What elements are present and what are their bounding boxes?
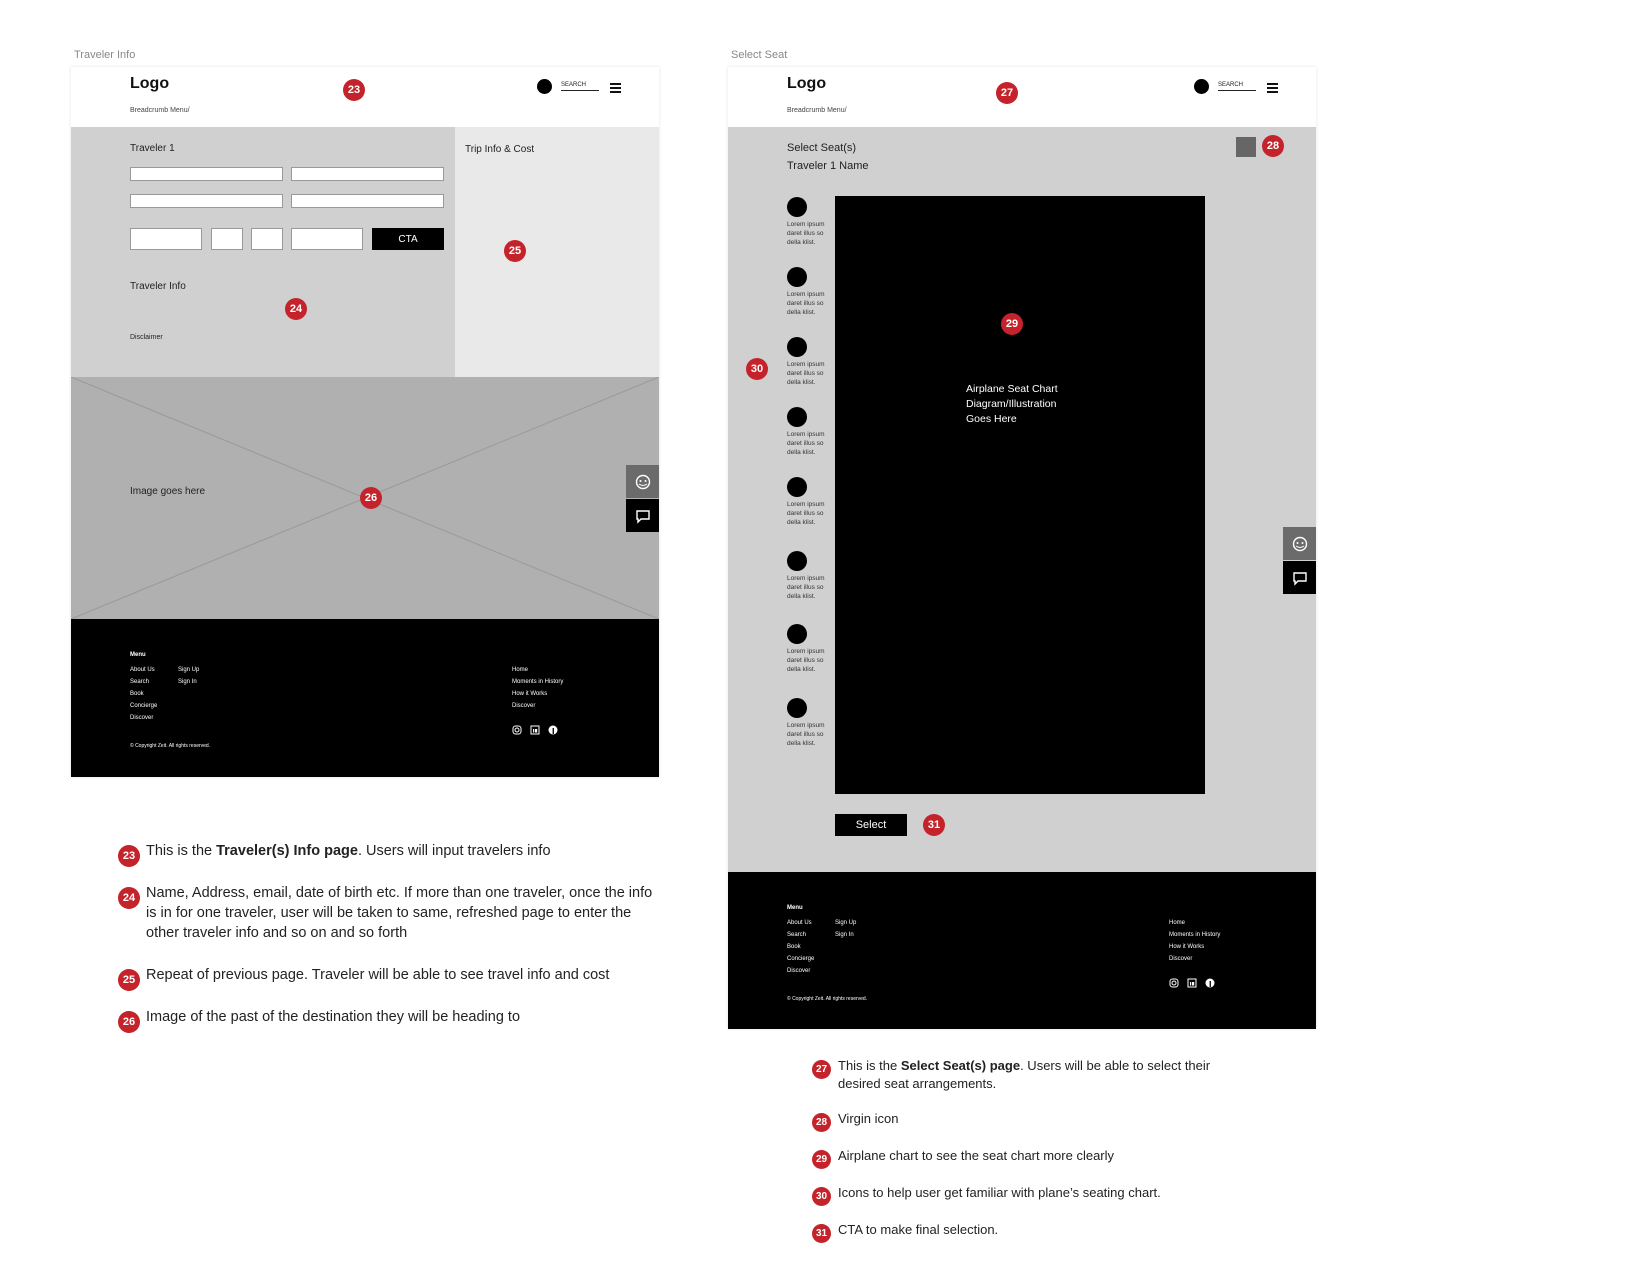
footer-link[interactable]: About Us xyxy=(787,920,812,926)
note-badge: 27 xyxy=(812,1060,831,1079)
footer-link[interactable]: Discover xyxy=(512,703,536,709)
seat-selection-panel xyxy=(728,127,1316,872)
chat-icon[interactable] xyxy=(1283,561,1316,594)
select-seats-title: Select Seat(s) xyxy=(787,142,857,154)
footer-link[interactable]: Sign In xyxy=(835,932,854,938)
note-30: Icons to help user get familiar with plane’s seating chart. xyxy=(838,1185,1161,1200)
copyright: © Copyright Zeit. All rights reserved. xyxy=(130,743,211,749)
footer-link[interactable]: Discover xyxy=(787,968,811,974)
seat-legend-icon[interactable] xyxy=(787,337,807,357)
traveler-info-page xyxy=(71,67,659,777)
instagram-icon[interactable] xyxy=(512,725,522,735)
facebook-icon[interactable] xyxy=(1205,978,1215,988)
badge-23: 23 xyxy=(343,79,365,101)
dob-day-field[interactable] xyxy=(211,228,243,250)
badge-27: 27 xyxy=(996,82,1018,104)
footer-link[interactable]: Discover xyxy=(1169,956,1193,962)
badge-26: 26 xyxy=(360,487,382,509)
note-text: This is the xyxy=(838,1058,901,1073)
note-25: Repeat of previous page. Traveler will be able to see travel info and cost xyxy=(146,967,610,983)
frame-label-traveler-info: Traveler Info xyxy=(74,49,136,61)
seat-legend-text: Lorem ipsum daret illus so della klist. xyxy=(787,575,825,600)
email-field[interactable] xyxy=(291,194,444,208)
note-bold: Traveler(s) Info page xyxy=(216,843,358,859)
footer-link[interactable]: Concierge xyxy=(130,703,158,709)
note-23 xyxy=(146,841,666,861)
extra-field[interactable] xyxy=(291,228,363,250)
seat-chart-line: Airplane Seat Chart xyxy=(966,383,1058,395)
footer-link[interactable]: Book xyxy=(787,944,801,950)
seat-legend-icon[interactable] xyxy=(787,477,807,497)
chatbot-icon[interactable] xyxy=(626,465,659,498)
user-avatar-icon[interactable] xyxy=(537,79,552,94)
search-input[interactable]: SEARCH xyxy=(1218,82,1256,91)
note-badge: 31 xyxy=(812,1224,831,1243)
traveler-title: Traveler 1 xyxy=(130,143,175,154)
breadcrumb[interactable]: Breadcrumb Menu/ xyxy=(787,107,847,114)
seat-legend-icon[interactable] xyxy=(787,624,807,644)
seat-legend-text: Lorem ipsum daret illus so della klist. xyxy=(787,648,825,673)
badge-30: 30 xyxy=(746,358,768,380)
seat-chart-text xyxy=(966,382,1058,427)
logo[interactable]: Logo xyxy=(787,75,827,92)
seat-legend-text: Lorem ipsum daret illus so della klist. xyxy=(787,361,825,386)
seat-chart[interactable] xyxy=(835,196,1205,794)
image-placeholder xyxy=(71,377,659,619)
chat-icon[interactable] xyxy=(626,499,659,532)
footer-link[interactable]: Search xyxy=(787,932,807,938)
footer-menu-title: Menu xyxy=(130,652,146,658)
note-badge: 26 xyxy=(118,1011,140,1033)
seat-legend-text: Lorem ipsum daret illus so della klist. xyxy=(787,501,825,526)
footer-link[interactable]: About Us xyxy=(130,667,155,673)
seat-legend-icon[interactable] xyxy=(787,197,807,217)
note-badge: 24 xyxy=(118,887,140,909)
hamburger-menu-icon[interactable] xyxy=(610,83,621,95)
note-31: CTA to make final selection. xyxy=(838,1222,999,1237)
seat-legend-icon[interactable] xyxy=(787,407,807,427)
note-24: Name, Address, email, date of birth etc. If more than one traveler, once the info is in for one traveler, user will be taken to same, refreshed page to enter the other traveler info and so on and so forth xyxy=(146,885,653,941)
note-text: This is the xyxy=(146,843,217,859)
footer-link[interactable]: Search xyxy=(130,679,150,685)
first-name-field[interactable] xyxy=(130,167,283,181)
disclaimer: Disclaimer xyxy=(130,334,163,341)
last-name-field[interactable] xyxy=(291,167,444,181)
footer-link[interactable]: How it Works xyxy=(1169,944,1205,950)
header xyxy=(71,67,659,127)
breadcrumb[interactable]: Breadcrumb Menu/ xyxy=(130,107,190,114)
dob-year-field[interactable] xyxy=(251,228,283,250)
seat-chart-line: Diagram/Illustration xyxy=(966,398,1057,410)
note-badge: 29 xyxy=(812,1150,831,1169)
logo[interactable]: Logo xyxy=(130,75,170,92)
footer-link[interactable]: How it Works xyxy=(512,691,548,697)
footer-link[interactable]: Home xyxy=(512,667,529,673)
note-badge: 25 xyxy=(118,969,140,991)
footer-link[interactable]: Home xyxy=(1169,920,1186,926)
linkedin-icon[interactable] xyxy=(530,725,540,735)
seat-legend-icon[interactable] xyxy=(787,551,807,571)
user-avatar-icon[interactable] xyxy=(1194,79,1209,94)
note-text: . Users will input travelers info xyxy=(357,843,551,859)
seat-legend-icon[interactable] xyxy=(787,698,807,718)
footer-link[interactable]: Sign Up xyxy=(835,920,857,926)
traveler-name: Traveler 1 Name xyxy=(787,160,869,172)
badge-29: 29 xyxy=(1001,313,1023,335)
seat-legend-icon[interactable] xyxy=(787,267,807,287)
seat-legend-text: Lorem ipsum daret illus so della klist. xyxy=(787,431,825,456)
select-seat-page xyxy=(728,67,1316,1029)
footer-link[interactable]: Book xyxy=(130,691,144,697)
virgin-icon[interactable] xyxy=(1236,137,1256,157)
note-badge: 30 xyxy=(812,1187,831,1206)
search-input[interactable]: SEARCH xyxy=(561,82,599,91)
note-badge: 23 xyxy=(118,845,140,867)
note-27 xyxy=(838,1057,1228,1093)
badge-24: 24 xyxy=(285,298,307,320)
footer-link[interactable]: Discover xyxy=(130,715,154,721)
hamburger-menu-icon[interactable] xyxy=(1267,83,1278,95)
header xyxy=(728,67,1316,127)
note-bold: Select Seat(s) page xyxy=(900,1058,1021,1073)
frame-label-select-seat: Select Seat xyxy=(731,49,788,61)
dob-month-field[interactable] xyxy=(130,228,202,250)
footer xyxy=(728,872,1316,1029)
seat-legend-text: Lorem ipsum daret illus so della klist. xyxy=(787,291,825,316)
note-28: Virgin icon xyxy=(838,1111,899,1126)
copyright: © Copyright Zeit. All rights reserved. xyxy=(787,996,868,1002)
badge-28: 28 xyxy=(1262,135,1284,157)
badge-31: 31 xyxy=(923,814,945,836)
note-26: Image of the past of the destination they will be heading to xyxy=(146,1009,521,1025)
note-text: . Users will be able to select their desired seat arrangements. xyxy=(838,1058,1211,1091)
linkedin-icon[interactable] xyxy=(1187,978,1197,988)
trip-info-panel xyxy=(455,127,659,377)
footer-link[interactable]: Sign Up xyxy=(178,667,200,673)
footer-link[interactable]: Sign In xyxy=(178,679,197,685)
note-badge: 28 xyxy=(812,1113,831,1132)
chatbot-icon[interactable] xyxy=(1283,527,1316,560)
traveler-form-panel xyxy=(71,127,455,377)
trip-info-title: Trip Info & Cost xyxy=(465,144,535,155)
footer-link[interactable]: Moments in History xyxy=(512,679,564,685)
cta-button[interactable]: CTA xyxy=(372,228,444,250)
footer-menu-title: Menu xyxy=(787,905,803,911)
select-button[interactable]: Select xyxy=(835,814,907,836)
note-29: Airplane chart to see the seat chart more clearly xyxy=(838,1148,1115,1163)
seat-chart-line: Goes Here xyxy=(966,413,1017,425)
seat-legend-text: Lorem ipsum daret illus so della klist. xyxy=(787,722,825,747)
footer-link[interactable]: Concierge xyxy=(787,956,815,962)
traveler-info-label: Traveler Info xyxy=(130,281,186,292)
address-field[interactable] xyxy=(130,194,283,208)
facebook-icon[interactable] xyxy=(548,725,558,735)
badge-25: 25 xyxy=(504,240,526,262)
footer-link[interactable]: Moments in History xyxy=(1169,932,1221,938)
footer xyxy=(71,619,659,777)
seat-legend-text: Lorem ipsum daret illus so della klist. xyxy=(787,221,825,246)
image-label: Image goes here xyxy=(130,486,206,497)
instagram-icon[interactable] xyxy=(1169,978,1179,988)
